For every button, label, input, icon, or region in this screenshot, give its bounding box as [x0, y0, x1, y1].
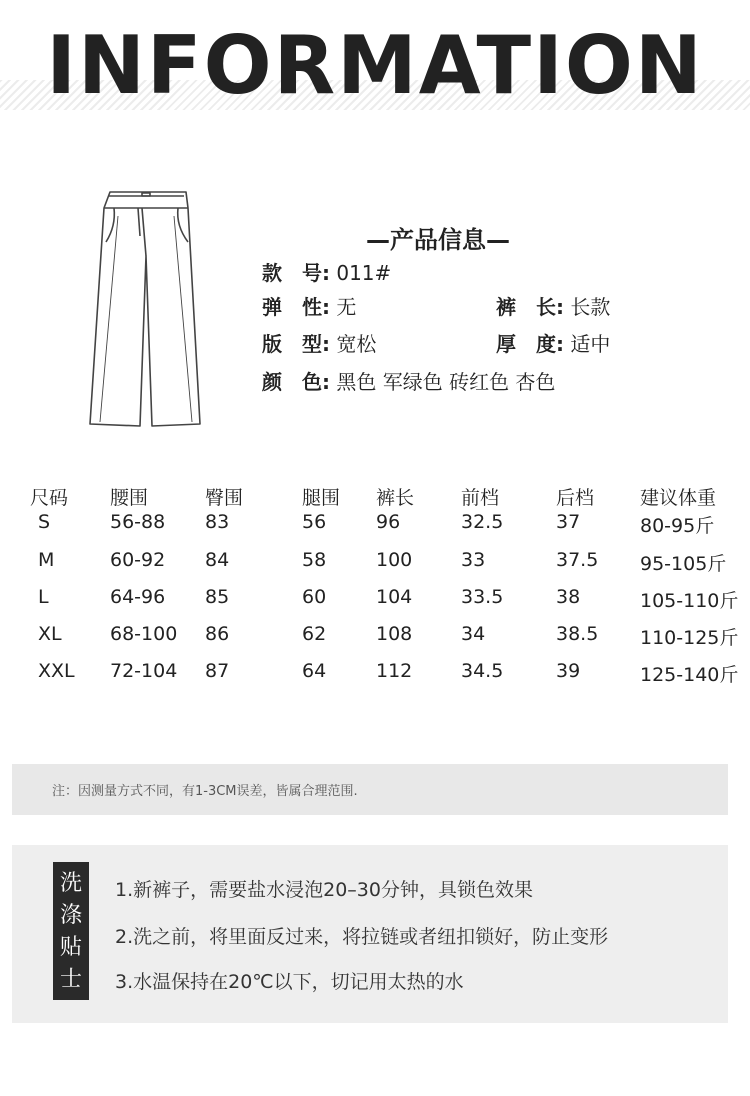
field-thickness	[496, 328, 610, 357]
table-cell: M	[38, 549, 55, 571]
table-cell: 33	[461, 549, 486, 571]
table-header-cell: 腰围	[110, 487, 149, 509]
table-cell: 38.5	[556, 623, 599, 645]
washing-tips-panel	[12, 845, 728, 1023]
badge-char: 士	[59, 967, 82, 992]
care-tip-2: 2.洗之前，将里面反过来，将拉链或者纽扣锁好，防止变形	[115, 926, 609, 948]
table-cell: 87	[205, 660, 230, 682]
field-style-number	[262, 257, 391, 286]
field-value: 无	[336, 295, 357, 319]
table-cell: S	[38, 511, 51, 533]
field-fit	[262, 328, 376, 357]
table-header-cell: 臀围	[205, 487, 244, 509]
field-label: 厚 度:	[496, 332, 564, 356]
table-cell: 80-95斤	[640, 515, 715, 537]
table-cell: 104	[376, 586, 413, 608]
table-cell: 64	[302, 660, 327, 682]
table-header-cell: 裤长	[376, 487, 415, 509]
field-value: 长款	[570, 295, 611, 319]
field-label: 颜 色:	[262, 370, 330, 394]
field-value: 011#	[336, 261, 392, 285]
field-value: 宽松	[336, 332, 377, 356]
table-cell: 85	[205, 586, 230, 608]
table-cell: 32.5	[461, 511, 504, 533]
table-cell: 39	[556, 660, 581, 682]
product-info-heading: —产品信息—	[366, 226, 510, 254]
table-cell: 112	[376, 660, 413, 682]
washing-tips-badge	[53, 862, 89, 1000]
table-cell: 60	[302, 586, 327, 608]
table-cell: 58	[302, 549, 327, 571]
field-label: 款 号:	[262, 261, 330, 285]
table-cell: 72-104	[110, 660, 178, 682]
table-header-cell: 前档	[461, 487, 500, 509]
table-cell: 95-105斤	[640, 553, 727, 575]
table-header-cell: 建议体重	[640, 487, 717, 509]
care-tip-3: 3.水温保持在20℃以下，切记用太热的水	[115, 971, 464, 993]
table-cell: 64-96	[110, 586, 166, 608]
table-header-cell: 后档	[556, 487, 595, 509]
field-value: 适中	[570, 332, 611, 356]
badge-char: 洗	[59, 871, 82, 896]
table-cell: 125-140斤	[640, 664, 739, 686]
table-cell: L	[38, 586, 49, 608]
pants-sketch-icon	[78, 186, 208, 442]
table-cell: 62	[302, 623, 327, 645]
badge-char: 贴	[59, 935, 82, 960]
field-label: 裤 长:	[496, 295, 564, 319]
table-cell: 56	[302, 511, 327, 533]
table-cell: 100	[376, 549, 413, 571]
table-cell: 84	[205, 549, 230, 571]
table-cell: 37.5	[556, 549, 599, 571]
table-cell: 105-110斤	[640, 590, 739, 612]
table-cell: 38	[556, 586, 581, 608]
table-cell: 96	[376, 511, 401, 533]
table-header-cell: 尺码	[30, 487, 69, 509]
table-cell: 68-100	[110, 623, 178, 645]
field-label: 弹 性:	[262, 295, 330, 319]
badge-char: 涤	[59, 903, 82, 928]
note-text: 注：因测量方式不同，有1-3CM误差，皆属合理范围.	[52, 784, 358, 799]
field-colors	[262, 366, 555, 395]
table-cell: 108	[376, 623, 413, 645]
table-cell: 37	[556, 511, 581, 533]
field-elasticity	[262, 291, 356, 320]
table-cell: 34	[461, 623, 486, 645]
size-table	[0, 480, 750, 690]
table-cell: 33.5	[461, 586, 504, 608]
table-cell: 56-88	[110, 511, 166, 533]
measurement-note	[12, 764, 728, 815]
table-cell: XXL	[38, 660, 75, 682]
table-cell: 86	[205, 623, 230, 645]
field-length	[496, 291, 610, 320]
field-value: 黑色 军绿色 砖红色 杏色	[336, 370, 556, 394]
table-cell: XL	[38, 623, 62, 645]
table-cell: 60-92	[110, 549, 166, 571]
care-tip-1: 1.新裤子，需要盐水浸泡20–30分钟，具锁色效果	[115, 879, 533, 901]
table-cell: 34.5	[461, 660, 504, 682]
page-title: INFORMATION	[46, 19, 704, 112]
field-label: 版 型:	[262, 332, 330, 356]
table-header-cell: 腿围	[302, 487, 341, 509]
table-cell: 83	[205, 511, 230, 533]
table-cell: 110-125斤	[640, 627, 739, 649]
